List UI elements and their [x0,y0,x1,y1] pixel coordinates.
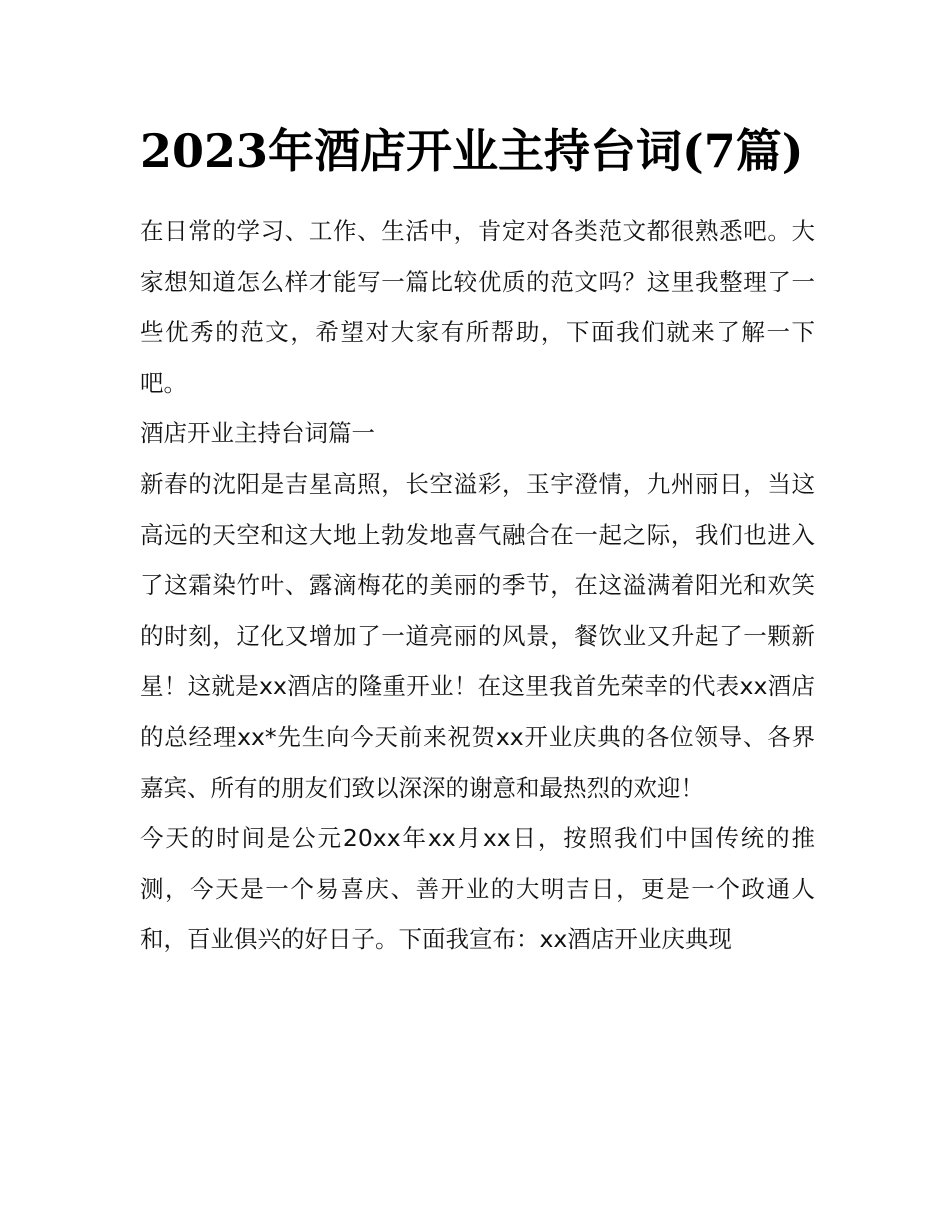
document-content [140,118,815,965]
document-body [140,206,815,965]
document-title: 2023年酒店开业主持台词(7篇) [140,124,804,178]
section-heading: 酒店开业主持台词篇一 [140,419,375,448]
body-paragraph: 新春的沈阳是吉星高照，长空溢彩，玉宇澄情，九州丽日，当这高远的天空和这大地上勃发地喜气融合在一起之际，我们也进入了这霜染竹叶、露滴梅花的美丽的季节，在这溢满着阳光和欢笑的时刻，辽化又增加了一道亮丽的风景，餐饮业又升起了一颗新星！这就是xx酒店的隆重开业！在这里我首先荣幸的代表xx酒店的总经理xx*先生向今天前来祝贺xx开业庆典的各位领导、各界嘉宾、所有的朋友们致以深深的谢意和最热烈的欢迎！ [140,469,815,802]
body-paragraph: 今天的时间是公元20xx年xx月xx日，按照我们中国传统的推测，今天是一个易喜庆、善开业的大明吉日，更是一个政通人和，百业俱兴的好日子。下面我宣布：xx酒店开业庆典现 [140,824,815,954]
intro-paragraph: 在日常的学习、工作、生活中，肯定对各类范文都很熟悉吧。大家想知道怎么样才能写一篇比较优质的范文吗？这里我整理了一些优秀的范文，希望对大家有所帮助，下面我们就来了解一下吧。 [140,217,815,397]
